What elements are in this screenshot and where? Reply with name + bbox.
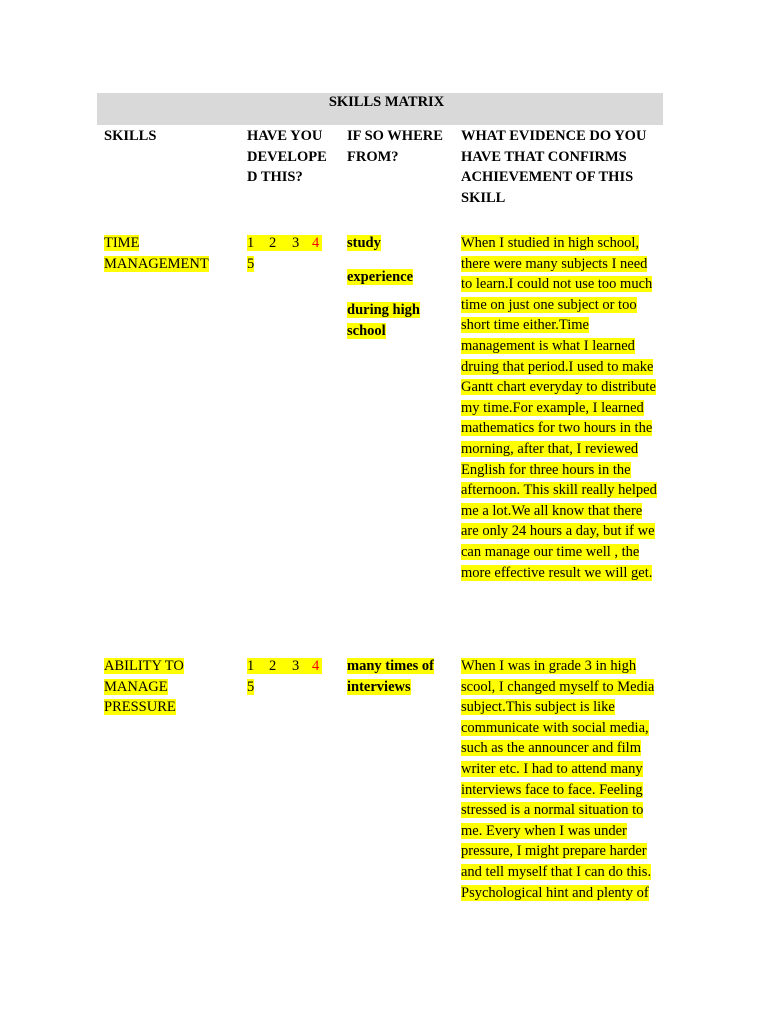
- row-2-rating-3: 3: [292, 658, 300, 674]
- row-1-rating-5: 5: [247, 255, 255, 272]
- row-1-skill: [104, 233, 229, 274]
- row-2-rating-5: 5: [247, 678, 255, 695]
- header-where: IF SO WHERE FROM?: [347, 128, 443, 165]
- row-2-evidence: [461, 656, 661, 903]
- row-2-rating-1: 1: [247, 658, 255, 674]
- row-1-source-1: study: [347, 235, 381, 251]
- row-2-rating-2: 2: [269, 658, 277, 674]
- header-evidence: WHAT EVIDENCE DO YOU HAVE THAT CONFIRMS ACHIEVEMENT OF THIS SKILL: [461, 128, 647, 206]
- row-1-source-2: experience: [347, 268, 414, 285]
- row-1-evidence: [461, 233, 661, 583]
- header-developed: HAVE YOU DEVELOPE D THIS?: [247, 128, 327, 186]
- row-2-rating: [247, 656, 327, 697]
- header-skills: SKILLS: [104, 128, 157, 144]
- title-band: [97, 93, 663, 125]
- row-2-rating-4-selected: 4: [312, 658, 320, 674]
- row-1-rating-3: 3: [292, 235, 300, 251]
- row-1-rating-1: 1: [247, 235, 255, 251]
- row-2-skill-label: ABILITY TO MANAGE PRESSURE: [104, 658, 184, 716]
- row-1-rating-2: 2: [269, 235, 277, 251]
- row-2-source-1: many times of interviews: [347, 658, 434, 695]
- row-1-source-3: during high school: [347, 302, 420, 339]
- row-1-rating: [247, 233, 327, 274]
- row-2-sources: [347, 656, 447, 710]
- document-title: SKILLS MATRIX: [328, 94, 445, 110]
- row-1-skill-label: TIME MANAGEMENT: [104, 235, 209, 272]
- row-2-skill: [104, 656, 204, 718]
- row-1-sources: [347, 233, 447, 354]
- row-1-evidence-text: When I studied in high school, there were many subjects I need to learn.I could not use too much time on just one subject or too short time either.Time management is what I learned druing that period.I used to make Gantt chart everyday to distribute my time.For example, I learned mathematics for two hours in the morning, after that, I reviewed English for three hours in the afternoon. This skill really helped me a lot.We all know that there are only 24 hours a day, but if we can manage our time well , the more effective result we will get.: [461, 235, 657, 581]
- row-2-evidence-text: When I was in grade 3 in high scool, I changed myself to Media subject.This subject is like communicate with social media, such as the announcer and film writer etc. I had to attend many interviews face to face. Feeling stressed is a normal situation to me. Every when I was under pressure, I might prepare harder and tell myself that I can do this. Psychological hint and plenty of: [461, 658, 655, 901]
- row-1-rating-4-selected: 4: [312, 235, 320, 251]
